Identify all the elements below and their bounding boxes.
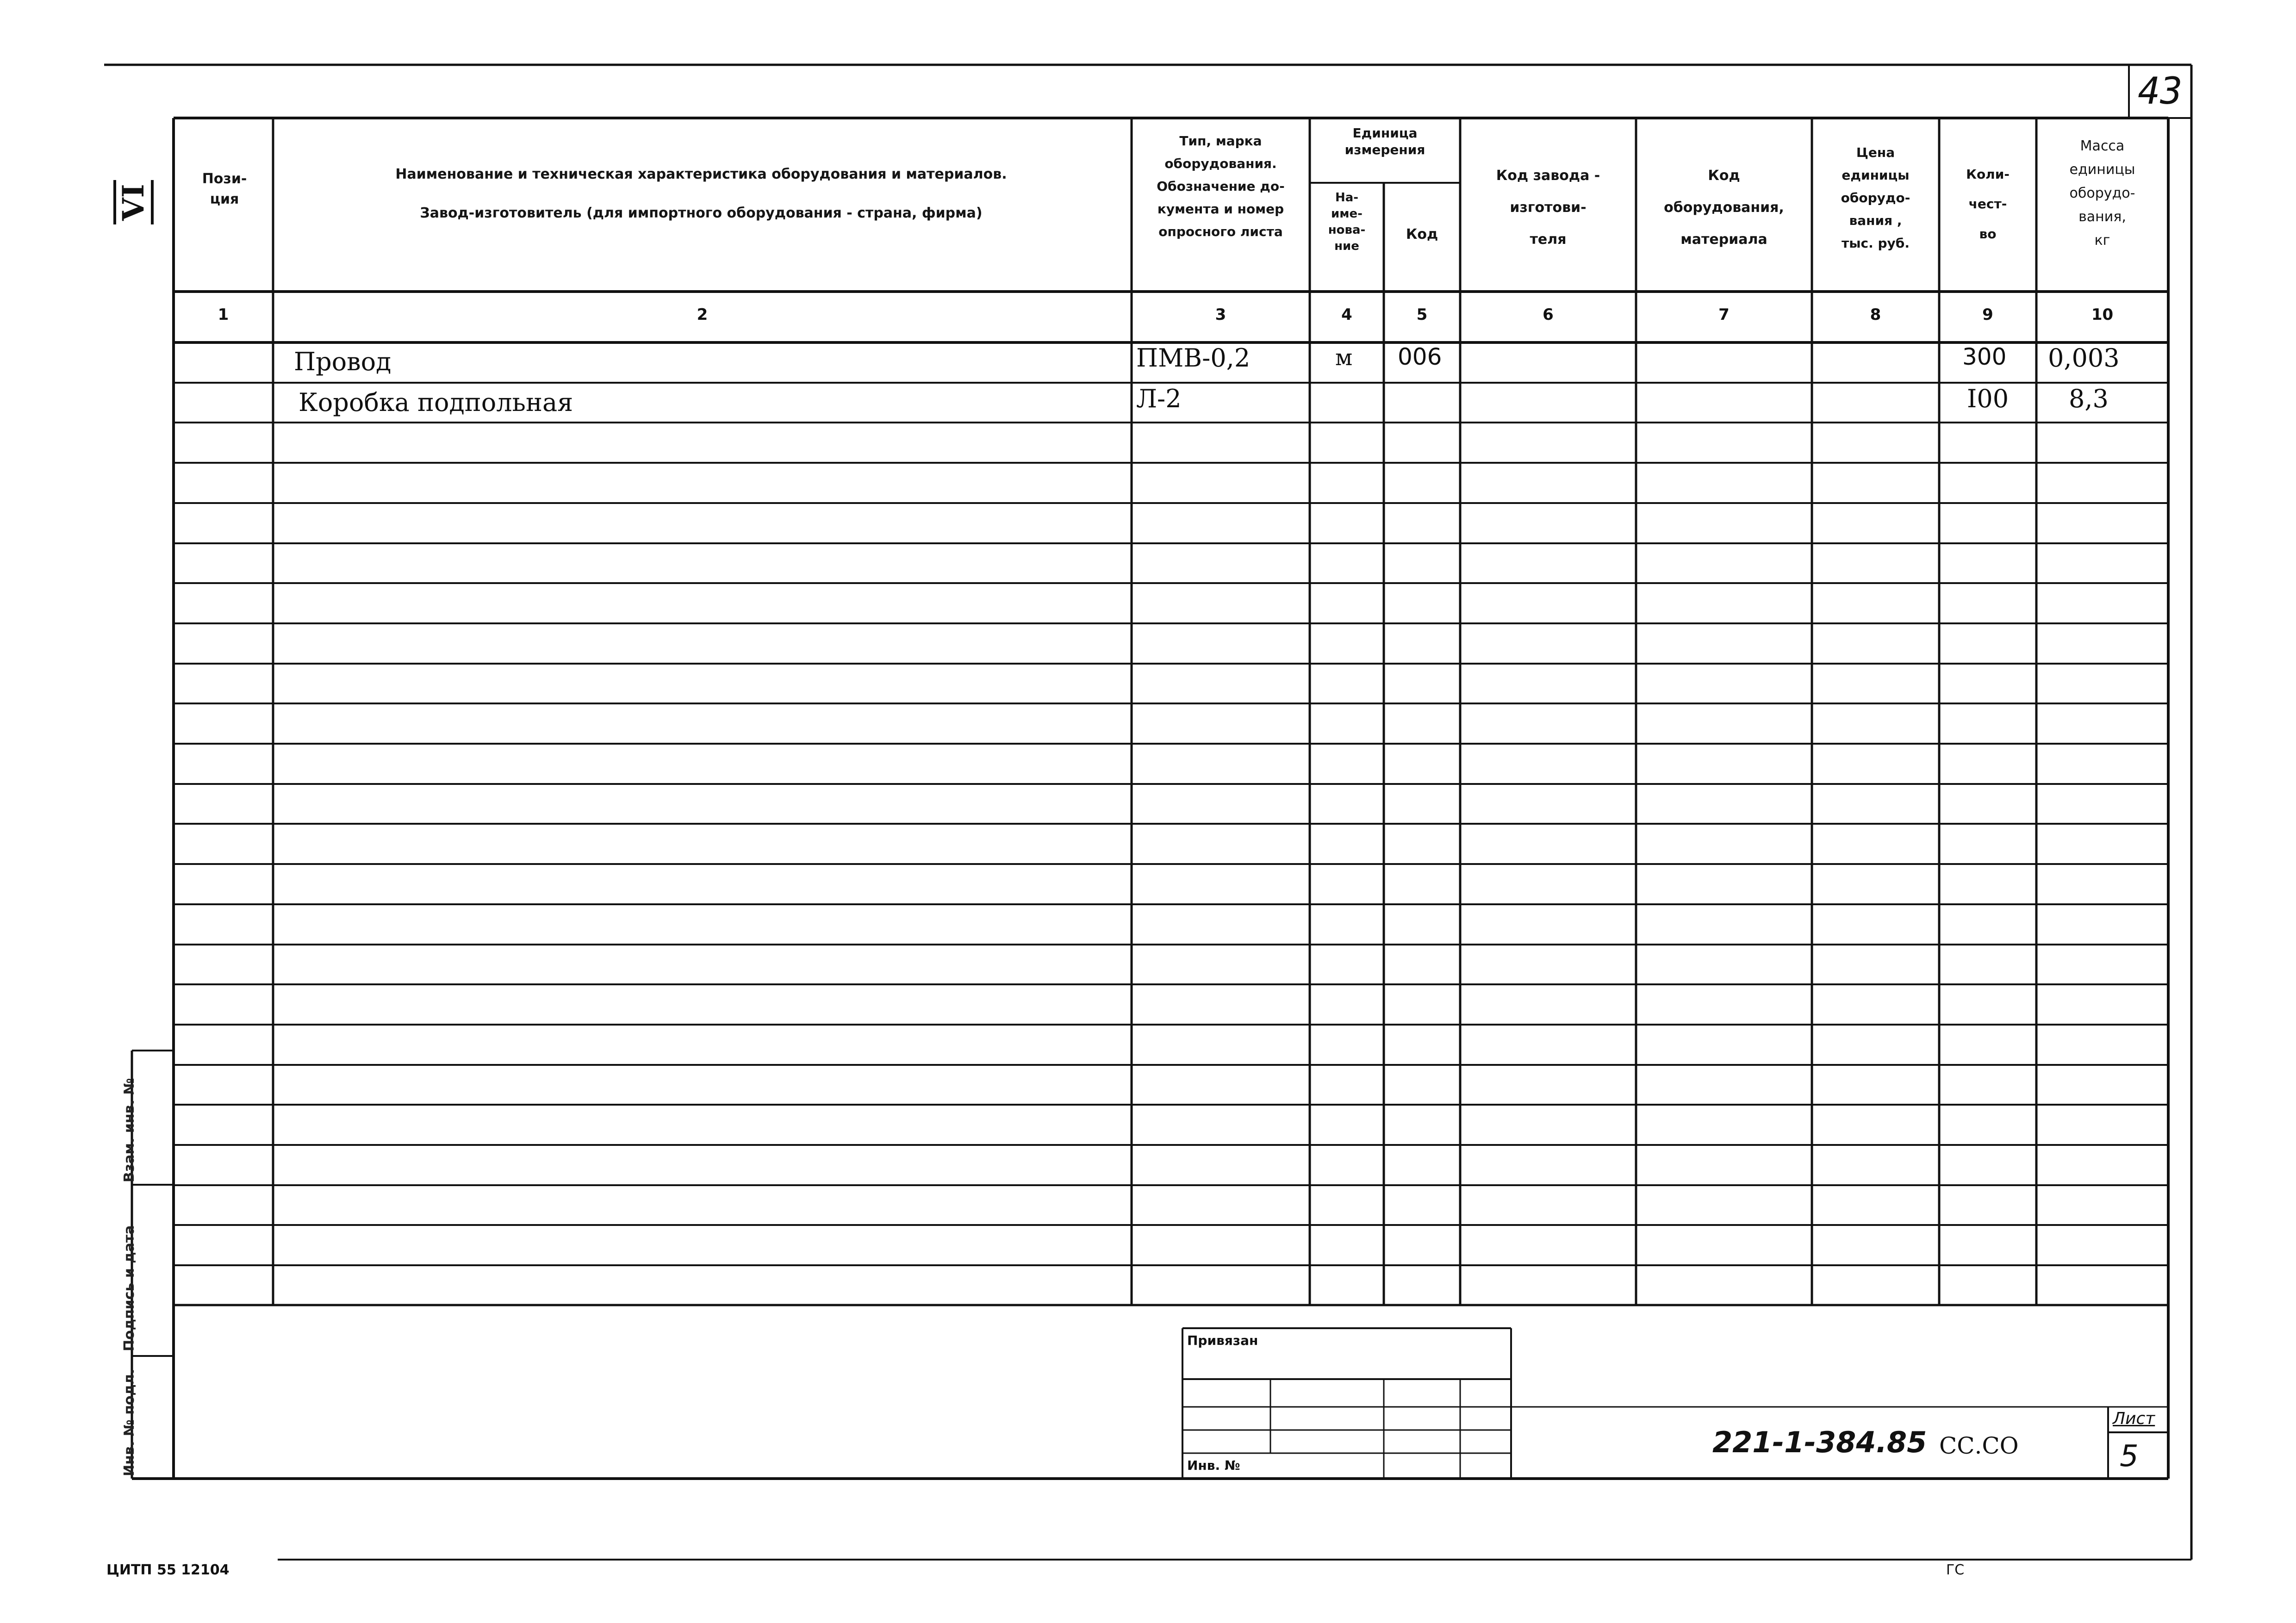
- header-unit-group: Единица измерения: [1344, 125, 1425, 158]
- table-row-name: Провод: [294, 347, 392, 376]
- column-number: 2: [697, 305, 708, 324]
- table-row-type: ПМВ-0,2: [1136, 343, 1251, 373]
- header-unit-code: Код: [1406, 226, 1438, 243]
- column-number: 6: [1543, 305, 1554, 324]
- side-label-signature-date: Подпись и дата: [121, 1225, 137, 1351]
- side-label-original-inventory: Инв. № подл.: [121, 1368, 137, 1476]
- header-position: Пози- ция: [202, 171, 247, 207]
- side-label-replacement-inventory: Взам. инв. №: [121, 1078, 137, 1182]
- table-row-mass: 8,3: [2069, 384, 2109, 413]
- corner-sheet-number: 43: [2138, 69, 2183, 112]
- header-price: Цена единицы оборудо- вания , тыс. руб.: [1841, 145, 1910, 251]
- column-number: 7: [1718, 305, 1730, 324]
- table-row-name: Коробка подпольная: [299, 388, 573, 417]
- sheet-number: 5: [2120, 1439, 2139, 1474]
- header-unit-name: На- име- нова- ние: [1328, 191, 1366, 254]
- header-type: Тип, марка оборудования. Обозначение до- кумента и номер опросного листа: [1157, 133, 1285, 239]
- column-number: 5: [1416, 305, 1428, 324]
- column-number: 3: [1215, 305, 1226, 324]
- table-row-unit: м: [1335, 345, 1353, 371]
- column-number: 9: [1982, 305, 1993, 324]
- header-equipment-code: Код оборудования, материала: [1664, 168, 1784, 248]
- document-suffix: СС.СО: [1939, 1432, 2019, 1459]
- header-mass: Масса единицы оборудо- вания, кг: [2069, 138, 2135, 249]
- footer-left: ЦИТП 55 12104: [106, 1562, 230, 1578]
- header-factory-code: Код завода - изготови- теля: [1496, 168, 1600, 248]
- stamp-inventory-label: Инв. №: [1187, 1458, 1240, 1473]
- table-row-type: Л-2: [1136, 384, 1182, 413]
- column-number: 4: [1341, 305, 1352, 324]
- footer-right: ГС: [1946, 1562, 1965, 1578]
- section-mark: VI: [113, 180, 154, 224]
- sheet-label: Лист: [2113, 1409, 2155, 1428]
- header-name: Наименование и техническая характеристика оборудования и материалов. Завод-изготовитель (для импортного оборудования - страна, фирма): [395, 166, 1007, 221]
- stamp-bound-label: Привязан: [1187, 1333, 1258, 1348]
- header-quantity: Коли- чест- во: [1966, 167, 2010, 242]
- table-row-qty: 300: [1962, 343, 2007, 370]
- document-code: 221-1-384.85: [1712, 1425, 1927, 1459]
- table-row-mass: 0,003: [2048, 343, 2120, 373]
- column-number: 8: [1870, 305, 1881, 324]
- column-number: 1: [218, 305, 229, 324]
- column-number: 10: [2091, 305, 2114, 324]
- table-row-qty: I00: [1967, 384, 2009, 413]
- table-row-code: 006: [1398, 343, 1442, 370]
